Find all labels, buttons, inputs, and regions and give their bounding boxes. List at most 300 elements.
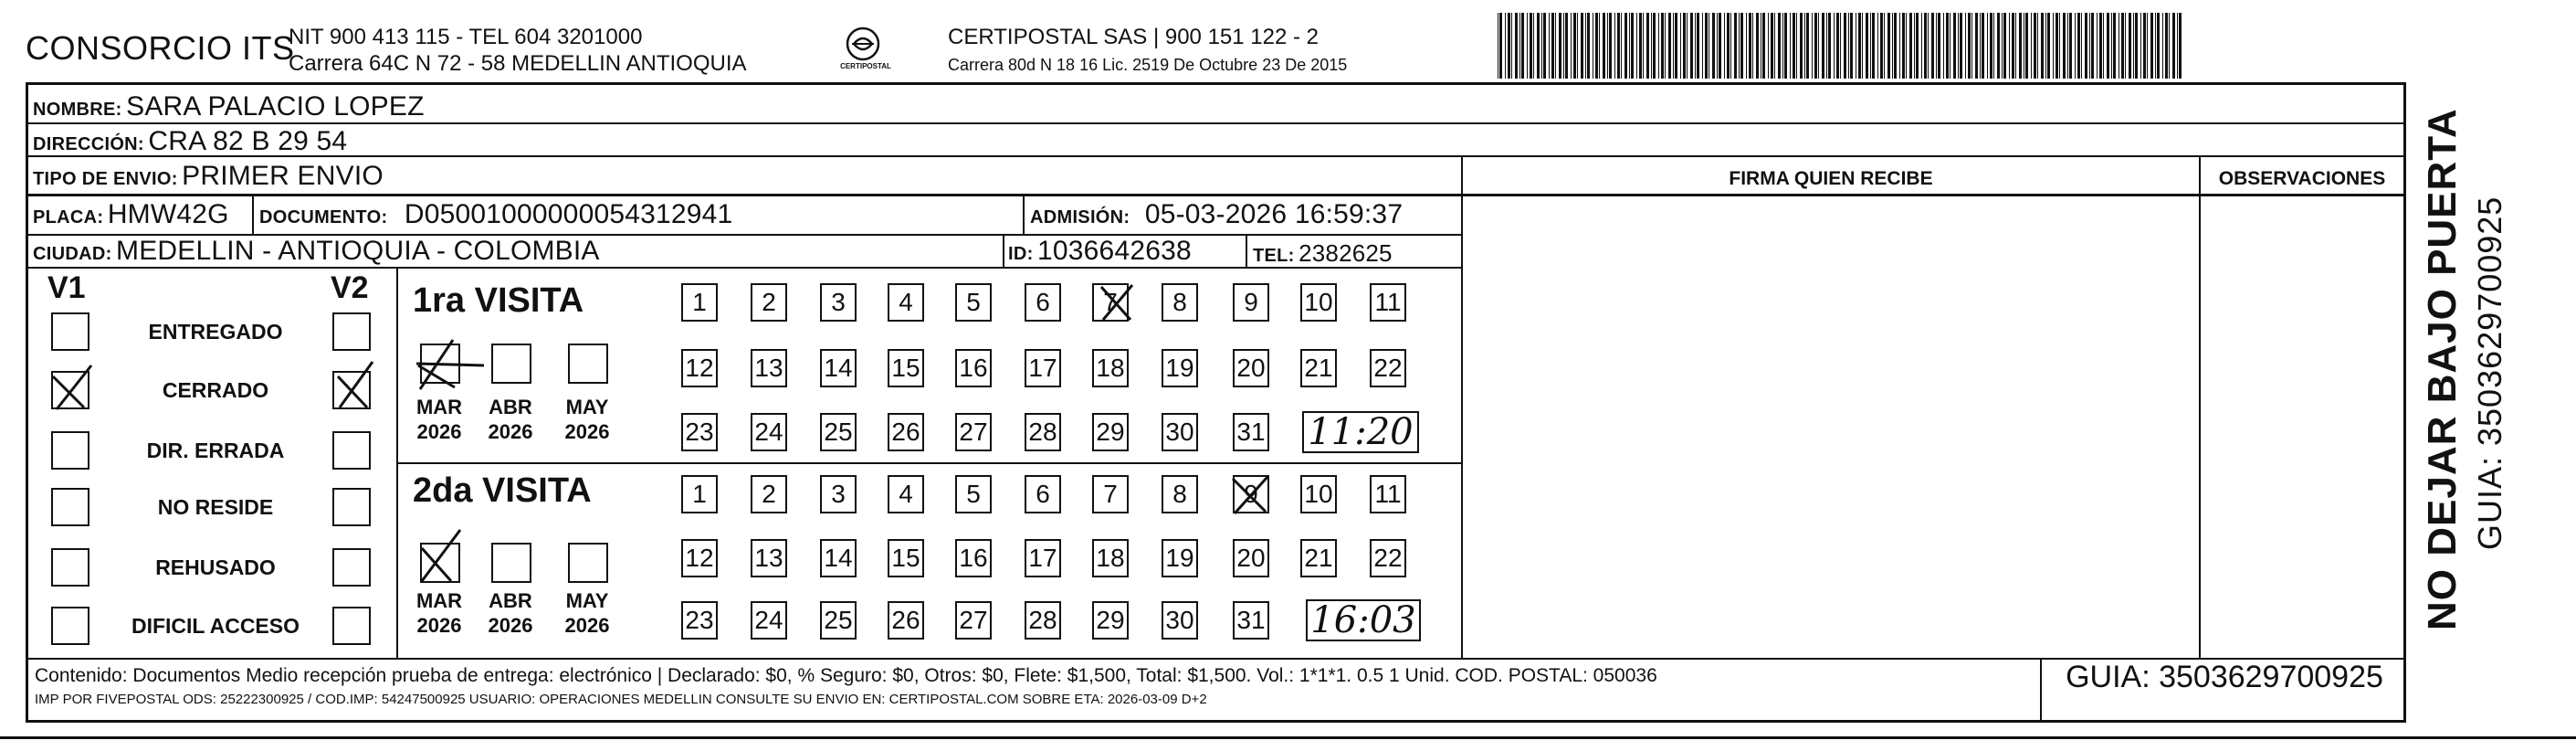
barcode-bar: [1505, 13, 1506, 79]
barcode-bar: [1862, 13, 1863, 79]
barcode-bar: [2069, 13, 2072, 79]
barcode-bar: [2081, 13, 2082, 79]
barcode-bar: [2056, 13, 2058, 79]
barcode-bar: [1975, 13, 1978, 79]
barcode-bar: [2085, 13, 2087, 79]
barcode-bar: [1587, 13, 1590, 79]
visit1-day[interactable]: 25: [820, 413, 857, 451]
barcode-bar: [2089, 13, 2090, 79]
barcode-bar: [1519, 13, 1520, 79]
month-label: [559, 588, 615, 638]
month-checkbox[interactable]: [568, 543, 608, 583]
barcode-bar: [1749, 13, 1751, 79]
visit1-day[interactable]: 27: [955, 413, 992, 451]
barcode-bar: [1906, 13, 1907, 79]
nombre-label: NOMBRE:: [33, 100, 122, 120]
barcode-bar: [2003, 13, 2006, 79]
month-checkbox[interactable]: [491, 344, 531, 384]
barcode-bar: [1537, 13, 1540, 79]
barcode-bar: [1712, 13, 1715, 79]
barcode-bar: [1683, 13, 1686, 79]
barcode-bar: [1541, 13, 1542, 79]
visit1-day[interactable]: 11: [1370, 283, 1406, 322]
tel-label: TEL:: [1253, 246, 1295, 266]
visit1-day[interactable]: 13: [751, 349, 787, 387]
visit2-day[interactable]: 26: [888, 601, 924, 640]
barcode-bar: [1629, 13, 1630, 79]
barcode-bar: [2031, 13, 2032, 79]
barcode-bar: [1559, 13, 1561, 79]
month-year: 2026: [416, 614, 462, 637]
barcode-bar: [2059, 13, 2060, 79]
barcode-bar: [1631, 13, 1634, 79]
footer-contenido: Contenido: Documentos Medio recepción prueba de entrega: electrónico | Declarado: $0, % Seguro: $0, Otros: $0, Flete: $1,500, Total: $1,500. Vol.: 1*1*1. 0.5 1 Unid. COD. POSTAL: 050036: [35, 665, 1657, 686]
direccion-value: CRA 82 B 29 54: [148, 126, 348, 156]
visit2-day[interactable]: 31: [1233, 601, 1269, 640]
barcode-bar: [1928, 13, 1929, 79]
barcode-bar: [1902, 13, 1905, 79]
barcode-bar: [1530, 13, 1532, 79]
visit2-day[interactable]: 2: [751, 475, 787, 513]
barcode-bar: [1796, 13, 1797, 79]
month-label: [411, 588, 468, 638]
side-guia: GUIA: 3503629700925: [2471, 196, 2508, 550]
barcode-bar: [1880, 13, 1883, 79]
barcode-bar: [1609, 13, 1612, 79]
barcode-bar: [2143, 13, 2146, 79]
barcode-bar: [1965, 13, 1966, 79]
visit1-day[interactable]: 18: [1092, 349, 1129, 387]
barcode-bar: [1866, 13, 1868, 79]
barcode-bar: [1960, 13, 1962, 79]
barcode-bar: [2015, 13, 2016, 79]
barcode-bar: [1993, 13, 1994, 79]
barcode-bar: [1675, 13, 1677, 79]
documento-value: D05001000000054312941: [404, 199, 733, 229]
barcode-bar: [2129, 13, 2131, 79]
visit1-day[interactable]: 15: [888, 349, 924, 387]
visit1-day[interactable]: 24: [751, 413, 787, 451]
visit1-day[interactable]: 17: [1025, 349, 1061, 387]
month-label: [482, 395, 539, 444]
month-checkbox[interactable]: [420, 543, 460, 583]
barcode-bar: [2113, 13, 2116, 79]
visit2-day[interactable]: 16: [955, 539, 992, 577]
barcode-bar: [1872, 13, 1875, 79]
visit1-day[interactable]: 6: [1025, 283, 1061, 322]
barcode-bar: [2165, 13, 2168, 79]
visit1-day[interactable]: 16: [955, 349, 992, 387]
month-checkbox[interactable]: [420, 344, 460, 384]
barcode-bar: [1533, 13, 1534, 79]
visit1-day[interactable]: 3: [820, 283, 857, 322]
visit1-day[interactable]: 10: [1300, 283, 1337, 322]
barcode-bar: [1639, 13, 1642, 79]
barcode-bar: [2157, 13, 2160, 79]
visit1-day[interactable]: 7: [1092, 283, 1129, 322]
visit2-day[interactable]: 24: [751, 601, 787, 640]
guia-number: GUIA: 3503629700925: [2066, 660, 2383, 694]
barcode-bar: [1892, 13, 1893, 79]
barcode-bar: [1697, 13, 1699, 79]
barcode-bar: [1739, 13, 1740, 79]
barcode-bar: [1814, 13, 1817, 79]
barcode-bar: [1740, 13, 1743, 79]
barcode-bar: [1624, 13, 1627, 79]
visit2-day[interactable]: 8: [1162, 475, 1198, 513]
visit1-title: 1ra VISITA: [413, 281, 584, 320]
barcode-bar: [1499, 13, 1502, 79]
barcode-bar: [1990, 13, 1992, 79]
barcode-bar: [1834, 13, 1835, 79]
direccion-row: [33, 126, 347, 157]
address-line: Carrera 64C N 72 - 58 MEDELLIN ANTIOQUIA: [289, 51, 747, 76]
barcode-bar: [1793, 13, 1795, 79]
visit2-day[interactable]: 13: [751, 539, 787, 577]
company-info: [289, 24, 747, 77]
barcode-bar: [2179, 13, 2182, 79]
month-year: 2026: [564, 614, 610, 637]
certipostal-logo: [826, 24, 899, 80]
status-label: NO RESIDE: [157, 495, 274, 519]
barcode-bar: [1987, 13, 1988, 79]
barcode-bar: [1585, 13, 1586, 79]
status-label: ENTREGADO: [148, 320, 283, 344]
barcode-bar: [1870, 13, 1871, 79]
visit2-day[interactable]: 30: [1162, 601, 1198, 640]
visit2-day[interactable]: 3: [820, 475, 857, 513]
barcode-bar: [1661, 13, 1664, 79]
barcode-bar: [1717, 13, 1718, 79]
barcode-bar: [1595, 13, 1598, 79]
barcode-bar: [1668, 13, 1671, 79]
barcode-bar: [1943, 13, 1944, 79]
barcode-bar: [1858, 13, 1861, 79]
barcode-bar: [1617, 13, 1620, 79]
month-name: MAR: [415, 589, 463, 612]
barcode-bar: [2111, 13, 2112, 79]
month-name: ABR: [489, 589, 532, 612]
barcode-bar: [1549, 13, 1550, 79]
barcode-bar: [1643, 13, 1644, 79]
barcode-bar: [1822, 13, 1824, 79]
visit1-day[interactable]: 8: [1162, 283, 1198, 322]
barcode-bar: [2025, 13, 2028, 79]
barcode-bar: [1982, 13, 1984, 79]
barcode-bar: [2150, 13, 2153, 79]
month-name: MAR: [415, 396, 463, 418]
barcode-bar: [2103, 13, 2104, 79]
barcode-bar: [1971, 13, 1972, 79]
barcode-bar: [1778, 13, 1781, 79]
barcode-bar: [1894, 13, 1897, 79]
barcode-bar: [1762, 13, 1765, 79]
barcode-bar: [1812, 13, 1813, 79]
barcode-bar: [1968, 13, 1971, 79]
documento-label: DOCUMENTO:: [259, 207, 388, 227]
barcode-bar: [2019, 13, 2022, 79]
barcode-bar: [2037, 13, 2038, 79]
visit2-time: 16:03: [1306, 599, 1421, 641]
barcode-bar: [1782, 13, 1783, 79]
barcode-bar: [1651, 13, 1652, 79]
month-name: MAY: [565, 589, 609, 612]
barcode: [1498, 13, 2182, 79]
placa-label: PLACA:: [33, 207, 104, 227]
barcode-bar: [1646, 13, 1649, 79]
barcode-bar: [2107, 13, 2109, 79]
barcode-bar: [1527, 13, 1528, 79]
visit2-day[interactable]: 12: [681, 539, 718, 577]
visit2-title: 2da VISITA: [413, 471, 592, 510]
barcode-bar: [1936, 13, 1937, 79]
month-label: [559, 395, 615, 444]
barcode-bar: [2177, 13, 2178, 79]
visit1-day[interactable]: 2: [751, 283, 787, 322]
barcode-bar: [1818, 13, 1819, 79]
barcode-bar: [1826, 13, 1827, 79]
barcode-bar: [2125, 13, 2126, 79]
month-checkbox[interactable]: [568, 344, 608, 384]
barcode-bar: [1511, 13, 1512, 79]
barcode-bar: [1806, 13, 1809, 79]
visit2-day[interactable]: 18: [1092, 539, 1129, 577]
no-dejar-bajo-puerta: NO DEJAR BAJO PUERTA: [2420, 108, 2465, 630]
barcode-bar: [1746, 13, 1747, 79]
visit2-day[interactable]: 27: [955, 601, 992, 640]
barcode-bar: [1914, 13, 1915, 79]
barcode-bar: [2045, 13, 2046, 79]
barcode-bar: [1563, 13, 1564, 79]
barcode-bar: [2099, 13, 2102, 79]
ciudad-value: MEDELLIN - ANTIOQUIA - COLOMBIA: [116, 236, 600, 266]
visit1-day[interactable]: 30: [1162, 413, 1198, 451]
barcode-bar: [1931, 13, 1934, 79]
observaciones-header: OBSERVACIONES: [2218, 168, 2386, 189]
barcode-bar: [1621, 13, 1622, 79]
visit2-day[interactable]: 10: [1300, 475, 1337, 513]
barcode-bar: [1581, 13, 1583, 79]
carrier-address: Carrera 80d N 18 16 Lic. 2519 De Octubre 23 De 2015: [948, 56, 1348, 74]
barcode-bar: [2053, 13, 2054, 79]
month-label: [482, 588, 539, 638]
barcode-bar: [1565, 13, 1568, 79]
barcode-bar: [2067, 13, 2068, 79]
barcode-bar: [2047, 13, 2050, 79]
visit1-day[interactable]: 12: [681, 349, 718, 387]
barcode-bar: [2172, 13, 2175, 79]
direccion-label: DIRECCIÓN:: [33, 134, 144, 154]
barcode-bar: [1884, 13, 1885, 79]
visit1-day[interactable]: 26: [888, 413, 924, 451]
barcode-bar: [1899, 13, 1900, 79]
barcode-bar: [1551, 13, 1554, 79]
visit1-day[interactable]: 21: [1300, 349, 1337, 387]
placa-value: HMW42G: [107, 199, 229, 229]
barcode-bar: [1571, 13, 1572, 79]
barcode-bar: [1724, 13, 1725, 79]
barcode-bar: [1752, 13, 1753, 79]
barcode-bar: [1921, 13, 1922, 79]
tipo-envio-label: TIPO DE ENVIO:: [33, 169, 178, 189]
barcode-bar: [1508, 13, 1510, 79]
visit1-day[interactable]: 1: [681, 283, 718, 322]
barcode-bar: [1804, 13, 1805, 79]
visit1-day[interactable]: 5: [955, 283, 992, 322]
status-label: CERRADO: [162, 378, 269, 402]
barcode-bar: [1680, 13, 1681, 79]
visit2-day[interactable]: 15: [888, 539, 924, 577]
barcode-bar: [1577, 13, 1578, 79]
visit1-day[interactable]: 14: [820, 349, 857, 387]
visit1-day[interactable]: 20: [1233, 349, 1269, 387]
barcode-bar: [2162, 13, 2163, 79]
barcode-bar: [1603, 13, 1605, 79]
barcode-bar: [1938, 13, 1940, 79]
barcode-bar: [1784, 13, 1787, 79]
visit2-day[interactable]: 21: [1300, 539, 1337, 577]
visit2-day[interactable]: 1: [681, 475, 718, 513]
month-name: MAY: [565, 396, 609, 418]
visit1-day[interactable]: 31: [1233, 413, 1269, 451]
month-label: [411, 395, 468, 444]
barcode-bar: [1887, 13, 1890, 79]
barcode-bar: [2041, 13, 2044, 79]
visit1-day[interactable]: 4: [888, 283, 924, 322]
barcode-bar: [2097, 13, 2098, 79]
month-name: ABR: [489, 396, 532, 418]
tipo-envio-value: PRIMER ENVIO: [182, 161, 384, 191]
documento-row: [259, 199, 732, 230]
barcode-bar: [1916, 13, 1919, 79]
barcode-bar: [1848, 13, 1849, 79]
visit2-day[interactable]: 17: [1025, 539, 1061, 577]
barcode-bar: [1924, 13, 1927, 79]
visit2-day[interactable]: 7: [1092, 475, 1129, 513]
barcode-bar: [1599, 13, 1600, 79]
visit1-day[interactable]: 22: [1370, 349, 1406, 387]
tipo-envio-row: [33, 161, 384, 192]
barcode-bar: [1658, 13, 1659, 79]
barcode-bar: [1515, 13, 1518, 79]
barcode-bar: [1756, 13, 1759, 79]
barcode-bar: [1997, 13, 2000, 79]
barcode-bar: [1768, 13, 1769, 79]
v2-header: V2: [331, 270, 369, 305]
barcode-bar: [1844, 13, 1846, 79]
company-name: CONSORCIO ITS: [26, 29, 295, 67]
barcode-bar: [1665, 13, 1666, 79]
nit-line: NIT 900 413 115 - TEL 604 3201000: [289, 25, 643, 49]
v1-header: V1: [47, 270, 86, 305]
barcode-bar: [1543, 13, 1546, 79]
barcode-bar: [1909, 13, 1912, 79]
visit1-day[interactable]: 29: [1092, 413, 1129, 451]
month-year: 2026: [488, 614, 533, 637]
firma-header: FIRMA QUIEN RECIBE: [1729, 168, 1933, 189]
visit1-day[interactable]: 19: [1162, 349, 1198, 387]
month-year: 2026: [416, 420, 462, 443]
visit1-day[interactable]: 23: [681, 413, 718, 451]
barcode-bar: [1690, 13, 1693, 79]
visit1-time: 11:20: [1302, 411, 1419, 453]
visit2-day[interactable]: 25: [820, 601, 857, 640]
tel-row: [1253, 239, 1393, 268]
admision-label: ADMISIÓN:: [1030, 207, 1130, 227]
status-label: REHUSADO: [155, 555, 276, 579]
barcode-bar: [1774, 13, 1775, 79]
visit2-day[interactable]: 6: [1025, 475, 1061, 513]
barcode-bar: [1695, 13, 1696, 79]
footer-imp: IMP POR FIVEPOSTAL ODS: 25222300925 / COD.IMP: 54247500925 USUARIO: OPERACIONES MEDELLIN CONSULTE SU ENVIO EN: CERTIPOSTAL.COM SOBRE ETA: 2026-03-09 D+2: [35, 692, 1207, 707]
barcode-bar: [1790, 13, 1791, 79]
visit2-day[interactable]: 20: [1233, 539, 1269, 577]
placa-row: [33, 199, 229, 230]
visit2-day[interactable]: 9: [1233, 475, 1269, 513]
barcode-bar: [1771, 13, 1773, 79]
nombre-row: [33, 91, 425, 122]
visit2-day[interactable]: 19: [1162, 539, 1198, 577]
visit2-day[interactable]: 4: [888, 475, 924, 513]
barcode-bar: [1727, 13, 1730, 79]
admision-value: 05-03-2026 16:59:37: [1144, 199, 1404, 229]
id-label: ID:: [1008, 244, 1034, 264]
visit2-day[interactable]: 5: [955, 475, 992, 513]
barcode-bar: [1734, 13, 1737, 79]
tel-value: 2382625: [1299, 239, 1393, 267]
visit2-day[interactable]: 14: [820, 539, 857, 577]
visit2-day[interactable]: 22: [1370, 539, 1406, 577]
barcode-bar: [1958, 13, 1959, 79]
barcode-bar: [1521, 13, 1524, 79]
barcode-bar: [1653, 13, 1656, 79]
visit2-day[interactable]: 23: [681, 601, 718, 640]
barcode-bar: [1673, 13, 1674, 79]
status-label: DIR. ERRADA: [146, 439, 285, 462]
barcode-bar: [1850, 13, 1853, 79]
barcode-bar: [1705, 13, 1708, 79]
nombre-value: SARA PALACIO LOPEZ: [126, 91, 425, 122]
barcode-bar: [1636, 13, 1637, 79]
barcode-bar: [1836, 13, 1839, 79]
barcode-bar: [2169, 13, 2170, 79]
id-value: 1036642638: [1037, 236, 1192, 266]
visit2-day[interactable]: 28: [1025, 601, 1061, 640]
barcode-bar: [1828, 13, 1831, 79]
barcode-bar: [1946, 13, 1949, 79]
ciudad-label: CIUDAD:: [33, 244, 112, 264]
barcode-bar: [1877, 13, 1878, 79]
visit2-day[interactable]: 11: [1370, 475, 1406, 513]
month-year: 2026: [488, 420, 533, 443]
visit2-day[interactable]: 29: [1092, 601, 1129, 640]
barcode-bar: [2002, 13, 2003, 79]
barcode-bar: [1953, 13, 1956, 79]
barcode-bar: [2140, 13, 2141, 79]
month-checkbox[interactable]: [491, 543, 531, 583]
barcode-bar: [1800, 13, 1803, 79]
barcode-bar: [1702, 13, 1703, 79]
visit1-day[interactable]: 9: [1233, 283, 1269, 322]
month-year: 2026: [564, 420, 610, 443]
barcode-bar: [2121, 13, 2124, 79]
barcode-bar: [1840, 13, 1841, 79]
barcode-bar: [2091, 13, 2094, 79]
barcode-bar: [2155, 13, 2156, 79]
visit1-day[interactable]: 28: [1025, 413, 1061, 451]
barcode-bar: [1614, 13, 1615, 79]
barcode-bar: [1730, 13, 1731, 79]
